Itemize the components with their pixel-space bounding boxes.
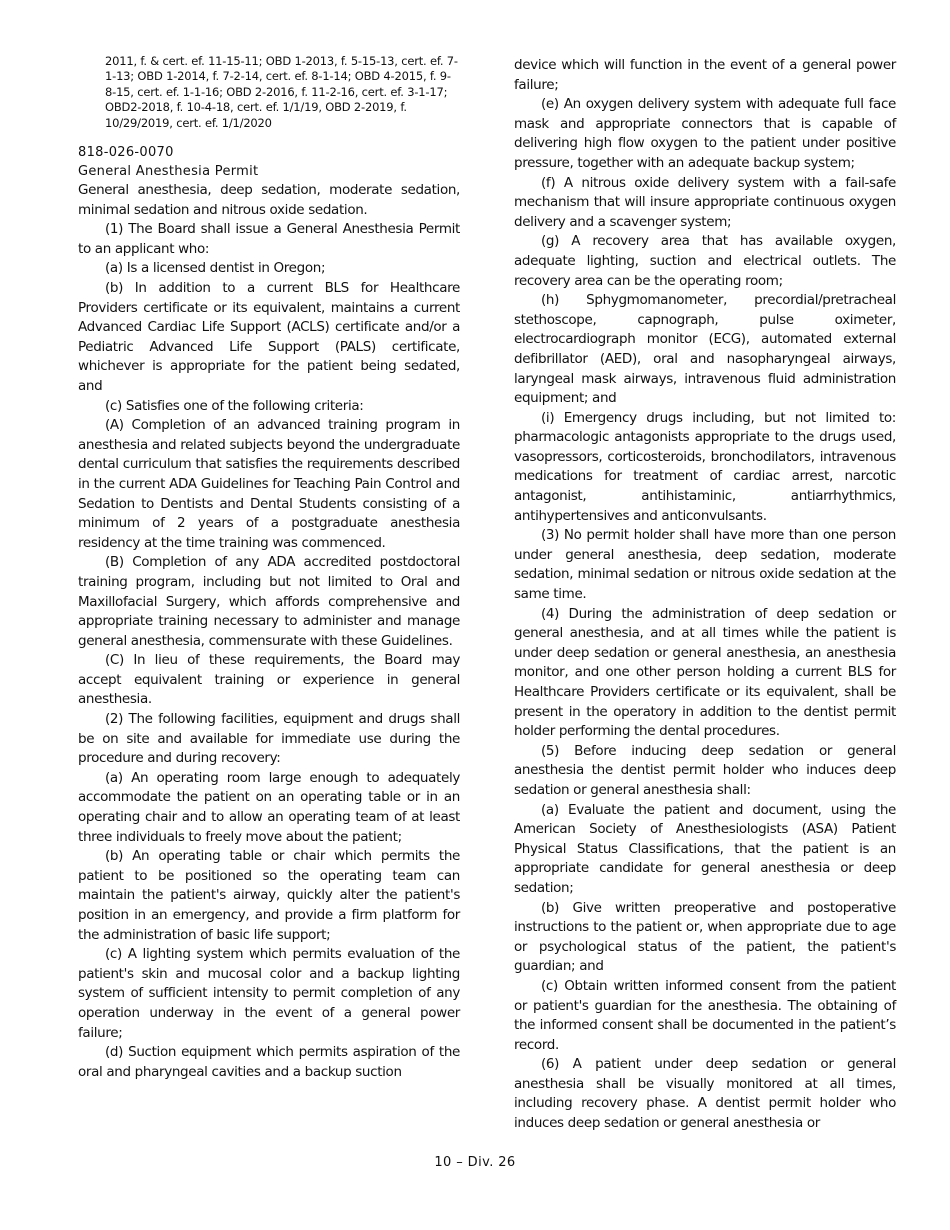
right-column <box>514 56 896 1134</box>
paragraph: (h) Sphygmomanometer, precordial/pretracheal stethoscope, capnograph, pulse oximeter, electrocardiograph monitor (ECG), automated external defibrillator (AED), oral and nasopharyngeal airways, laryngeal mask airways, intravenous fluid administration equipment; and <box>514 292 896 407</box>
paragraph: (2) The following facilities, equipment and drugs shall be on site and available for immediate use during the procedure and during recovery: <box>78 711 460 767</box>
paragraph: (a) Is a licensed dentist in Oregon; <box>105 260 326 277</box>
paragraph: (d) Suction equipment which permits aspiration of the oral and pharyngeal cavities and a backup suction <box>78 1044 460 1080</box>
paragraph: (b) Give written preoperative and postoperative instructions to the patient or, when appropriate due to age or psychological status of the patient, the patient's guardian; and <box>514 899 896 975</box>
paragraph: (B) Completion of any ADA accredited postdoctoral training program, including but not limited to Oral and Maxillofacial Surgery, which affords comprehensive and appropriate training necessary to administer and manage general anesthesia, commensurate with these Guidelines. <box>78 554 460 649</box>
page-footer: 10 – Div. 26 <box>434 1155 516 1170</box>
paragraph: (1) The Board shall issue a General Anesthesia Permit to an applicant who: <box>78 221 460 257</box>
paragraph: (g) A recovery area that has available oxygen, adequate lighting, suction and electrical outlets. The recovery area can be the operating room; <box>514 233 896 289</box>
paragraph: (f) A nitrous oxide delivery system with a fail-safe mechanism that will insure appropriate continuous oxygen delivery and a scavenger system; <box>514 174 896 230</box>
paragraph: (a) An operating room large enough to adequately accommodate the patient on an operating table or in an operating chair and to allow an operating team of at least three individuals to freely move about the patient; <box>78 769 460 845</box>
paragraph: (c) Obtain written informed consent from the patient or patient's guardian for the anesthesia. The obtaining of the informed consent shall be documented in the patient’s record. <box>514 977 896 1053</box>
paragraph: (c) A lighting system which permits evaluation of the patient's skin and mucosal color and a backup lighting system of sufficient intensity to permit completion of any operation underway in the event of a general power failure; <box>78 946 460 1041</box>
paragraph: (6) A patient under deep sedation or general anesthesia shall be visually monitored at all times, including recovery phase. A dentist permit holder who induces deep sedation or general anesthesia or <box>514 1056 896 1132</box>
paragraph: (i) Emergency drugs including, but not limited to: pharmacologic antagonists appropriate to the drugs used, vasopressors, corticosteroids, bronchodilators, intravenous medications for treatment of cardiac arrest, narcotic antagonist, antihistaminic, antiarrhythmics, antihypertensives and anticonvulsants. <box>514 409 896 524</box>
paragraph: (5) Before inducing deep sedation or general anesthesia the dentist permit holder who induces deep sedation or general anesthesia shall: <box>514 742 896 798</box>
left-column <box>78 54 460 1082</box>
paragraph: (a) Evaluate the patient and document, using the American Society of Anesthesiologists (ASA) Patient Physical Status Classifications, that the patient is an appropriate candidate for general anesthesia or deep sedation; <box>514 801 896 896</box>
history-note: 2011, f. & cert. ef. 11-15-11; OBD 1-2013, f. 5-15-13, cert. ef. 7-1-13; OBD 1-2014, f. 7-2-14, cert. ef. 8-1-14; OBD 4-2015, f. 9-8-15, cert. ef. 1-1-16; OBD 2-2016, f. 11-2-16, cert. ef. 3-1-17; OBD2-2018, f. 10-4-18, cert. ef. 1/1/19, OBD 2-2019, f. 10/29/2019, cert. ef. 1/1/2020 <box>105 54 458 130</box>
section-number: 818-026-0070 <box>78 145 174 161</box>
paragraph: (C) In lieu of these requirements, the Board may accept equivalent training or experience in general anesthesia. <box>78 652 460 708</box>
paragraph: (A) Completion of an advanced training program in anesthesia and related subjects beyond the undergraduate dental curriculum that satisfies the requirements described in the current ADA Guidelines for Teaching Pain Control and Sedation to Dentists and Dental Students consisting of a minimum of 2 years of a postgraduate anesthesia residency at the time training was commenced. <box>78 417 460 551</box>
paragraph: (e) An oxygen delivery system with adequate full face mask and appropriate connectors that is capable of delivering high flow oxygen to the patient under positive pressure, together with an adequate backup system; <box>514 96 896 171</box>
paragraph: (4) During the administration of deep sedation or general anesthesia, and at all times while the patient is under deep sedation or general anesthesia, an anesthesia monitor, and one other person holding a current BLS for Healthcare Providers certificate or its equivalent, shall be present in the operatory in addition to the dentist permit holder performing the dental procedures. <box>514 605 896 740</box>
paragraph: (b) An operating table or chair which permits the patient to be positioned so the operating team can maintain the patient's airway, quickly alter the patient's position in an emergency, and provide a firm platform for the administration of basic life support; <box>78 848 460 943</box>
section-summary: General anesthesia, deep sedation, moderate sedation, minimal sedation and nitrous oxide sedation. <box>78 182 460 218</box>
section-title: General Anesthesia Permit <box>78 164 259 180</box>
paragraph: (3) No permit holder shall have more than one person under general anesthesia, deep sedation, moderate sedation, minimal sedation or nitrous oxide sedation at the same time. <box>514 527 896 603</box>
paragraph: (b) In addition to a current BLS for Healthcare Providers certificate or its equivalent, maintains a current Advanced Cardiac Life Support (ACLS) certificate and/or a Pediatric Advanced Life Support (PALS) certificate, whichever is appropriate for the patient being sedated, and <box>78 280 460 394</box>
paragraph-continued: device which will function in the event of a general power failure; <box>514 57 896 93</box>
paragraph: (c) Satisfies one of the following criteria: <box>105 397 364 414</box>
